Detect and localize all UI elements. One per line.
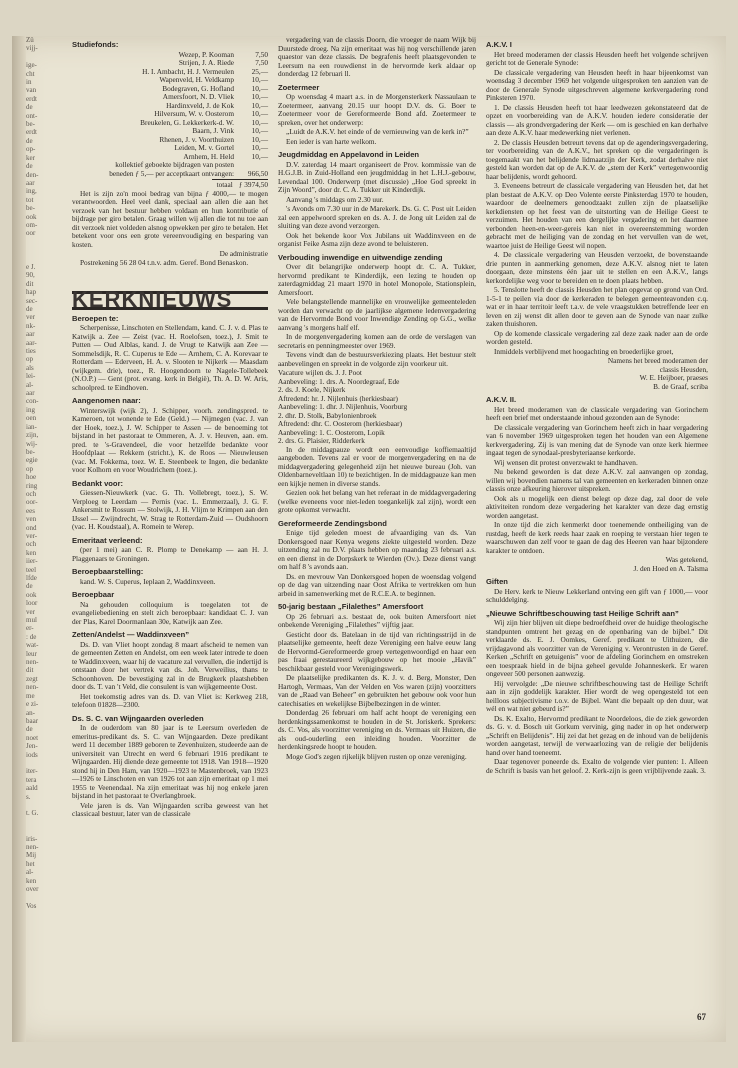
gutter-line: tera <box>26 775 37 784</box>
akv2-heading: A.K.V. II. <box>486 395 517 404</box>
gutter-line: iods <box>26 750 38 759</box>
jeugd-text-4: Ook het bekende koor Vox Jubilans uit Waddinxveen en de organist Feike Asma zijn deze avond te beluisteren. <box>278 230 476 248</box>
gutter-line: ken <box>26 876 37 885</box>
gutter-line: vijj- <box>26 44 38 53</box>
gutter-line: de <box>26 305 33 313</box>
column-2 <box>278 36 476 762</box>
emeritaat-text: (per 1 mei) aan C. R. Plomp te Denekamp — aan H. J. Plaggenaars te Groningen. <box>72 545 268 563</box>
gutter-line: noet <box>26 733 39 742</box>
donor-name: beneden ƒ 5,— per acceptkaart ontvangen: <box>109 168 234 178</box>
donor-list <box>84 51 268 179</box>
gutter-line: ring <box>26 481 38 490</box>
akv1-point-5: 5. Tenslotte heeft de classis Heusden het plan opgevat op grond van Ord. 1-5-1 te peilen via door de kerkeraden te belegen gemeenteavonden c.q. wat er in haar territoir leeft t.a.v. de vele vraagstukken betreffende leer en leven en zij wenst dit allen door te geven aan de Synode van naar zulke zaken thuishoren. <box>486 285 708 328</box>
donor-name: Baarn, J. Vink <box>192 126 234 135</box>
gutter-line: iris- <box>26 834 38 843</box>
gutter-line: om- <box>26 220 38 229</box>
gutter-line: leur <box>26 649 37 658</box>
beroepen-heading: Beroepen te: <box>72 313 119 323</box>
donor-name: Wezep, P. Kooman <box>178 49 234 59</box>
gutter-line <box>26 826 68 834</box>
gutter-line: ing <box>26 405 35 414</box>
filalethes-text-4: Donderdag 26 februari om half acht hoopt de vereniging een herdenkingssamenkomst te houden in de St. Joriskerk. Sprekers: ds. C. Vos, als voorzitter vereniging en ds. Vermaas uit Huizen, die als oud-ouderling een inleiding houden. Voorzitter de herdenkingsrede hoopt te houden. <box>278 708 476 751</box>
gutter-line: aar <box>26 330 35 339</box>
gutter-line <box>26 893 68 901</box>
zetten-text-2: Het toekomstig adres van ds. D. van Vliet is: Kerkweg 218, telefoon 01828—2300. <box>72 691 268 709</box>
donor-name: Breukelen, G. Lekkerkerk-d. W. <box>140 117 234 127</box>
akv1-heading: A.K.V. I <box>486 40 512 49</box>
verbouding-text-4: Tevens vindt dan de bestuursverkiezing plaats. Het bestuur stelt aanbevelingen en spreekt in de volgorde zijn voorkeur uit. <box>278 350 476 368</box>
gutter-line: ven <box>26 515 37 524</box>
total-label: totaal <box>216 180 233 189</box>
gutter-line: erdt <box>26 128 37 137</box>
gutter-line: e J. <box>26 262 36 271</box>
gutter-line: be- <box>26 447 35 456</box>
page-fold-shadow <box>12 36 26 1042</box>
donor-amount: 10,— <box>251 100 268 110</box>
jeugd-text-2: Aanvang 's middags om 2.30 uur. <box>286 194 384 204</box>
gutter-line: egie <box>26 456 38 465</box>
gutter-line: de <box>26 136 33 145</box>
donor-name: H. I. Ambacht, H. J. Vermeulen <box>142 66 234 76</box>
gutter-line: ver <box>26 313 35 322</box>
column-3 <box>486 36 708 776</box>
gutter-line: oen <box>26 414 37 423</box>
gutter-line: oor- <box>26 498 38 507</box>
akv2-text-4: Nu bekend geworden is dat deze A.K.V. zal aanvangen op zondag, willen wij bovendien namens tal van gemeenten en kerkeraden binnen onze classis onze afkeuring hierover uitspreken. <box>486 467 708 493</box>
gutter-line: op <box>26 355 33 364</box>
total-amount: ƒ 3974,50 <box>238 180 268 189</box>
filalethes-heading: 50-jarig bestaan „Filalethes” Amersfoort <box>278 602 424 611</box>
gutter-line <box>26 246 68 254</box>
donor-row <box>84 144 268 153</box>
gutter-line: ook <box>26 590 37 599</box>
verbouding-text-6: Gezien ook het belang van het referaat in de middagvergadering (welke eveneens voor niet-leden toegankelijk zal zijn), wordt een grote opkomst verwacht. <box>278 488 476 514</box>
emeritaat-heading: Emeritaat verleend: <box>72 535 143 545</box>
donor-name: Rhenen, J. v. Voorthuizen <box>159 134 234 144</box>
nieuwe-schrift-text: Wij zijn hier blijven uit diepe bedroefdheid over de huidige theologische standpunten omtrent het gezag en de openbaring van de bijbel.” Dit verklaarde ds. E. J. Oomkes, Geref. predikant te Uithuizen, die vrijdagavond als voorzitter van de Vereniging v. Verontrusten in de Geref. Kerken „Schrift en getuigenis” voor de afdeling Gorinchem en omstreken een toespraak hield in de bijna geheel gevulde Johanneskerk. Er waren ongeveer 500 personen aanwezig. <box>486 618 708 678</box>
gutter-line: sec- <box>26 296 38 305</box>
akv2-signature-1: Was getekend, <box>665 555 708 564</box>
gutter-line: de <box>26 103 33 112</box>
donor-row <box>84 119 268 128</box>
studiefonds-text: Het is zijn zo'n mooi bedrag van bijna ƒ 4000,— te mogen verantwoorden. Heel veel dank, speciaal aan allen die aan het verzoek van het bestuur hebben voldaan en hun kontributie of bijdrage per giro betalen. Graag willen wij allen die tot nu toe aan dit verzoek niet voldeden alsnog opwekken per giro te betalen. Het betekent voor ons een grote vereenvoudiging en besparing van kosten. <box>72 188 268 249</box>
gutter-line: ing, <box>26 187 37 196</box>
filalethes-text-3: De plaatselijke predikanten ds. K. J. v. d. Berg, Monster, Den Hartogh, Vermaas, Van der Velden en Vos waren (zijn) voorzitters van de „Raad van Beheer” en gebruikten het gebouw ook voor hun catechisaties en wekelijkse Bijbelbezingen in de winter. <box>278 673 476 708</box>
gutter-line: iier- <box>26 557 38 566</box>
aanbeveling-line: Aanbeveling: 1. drs. A. Noordegraaf, Ede <box>278 376 400 386</box>
donor-amount: 10,— <box>251 126 268 135</box>
gutter-line: mul <box>26 616 37 625</box>
verbouding-heading: Verbouding inwendige en uitwendige zending <box>278 252 443 262</box>
gutter-line: hoe <box>26 473 37 482</box>
filalethes-text-2: Gesticht door ds. Batelaan in de tijd van richtingsstrijd in de plaatselijke gemeente, heeft deze Vereniging een halve eeuw lang de Hervormd-Gereformeerde groep vertegenwoordigd en haar een pas fraai gerestaureerd wijkgebouw op het mooie „Havik” beschikbaar gesteld voor Verenigingswerk. <box>278 629 476 673</box>
aanbeveling-line: 2. dhr. D. Stolk, Babylonienbroek <box>278 410 377 420</box>
jeugd-text-3: 's Avonds om 7.30 uur in de Marekerk. Ds. G. C. Post uit Leiden zal een appelwoord spreken en ds. A. J. de Jong uit Leiden zal de sluiting van deze avond verzorgen. <box>278 204 476 230</box>
donor-amount: 10,— <box>251 109 268 118</box>
nieuwe-schrift-text-3: Ds. K. Exalto, Hervormd predikant te Noordeloos, die de ziek geworden ds. G. v. d. Bosch uit Gorkum vervinig, ging nader in op het onderwerp „Schrift en Belijdenis”. Hij zei dat het gezag en de inhoud van de belijdenis worden aangetast, terwijl de verwaarlozing van de religie der belijdenis hand over hand toeneemt. <box>486 713 708 757</box>
donor-amount: 10,— <box>251 151 268 161</box>
verbouding-text-2: Vele belangstellende mannelijke en vrouwelijke gemeenteleden worden dan verwacht op de jaarlijkse algemene ledenvergadering van de Hervormde Bond voor Inwendige Zending op G.G., welke aanvang 's morgens half elf. <box>278 297 476 332</box>
gutter-line: ond <box>26 523 37 532</box>
beroepbaar-heading: Beroepbaar <box>72 590 115 599</box>
bedankt-heading: Bedankt voor: <box>72 478 124 488</box>
donor-amount: 10,— <box>251 75 268 84</box>
gutter-line: Zü <box>26 36 34 44</box>
gutter-line: be- <box>26 120 35 129</box>
aangenomen-text: Winterswijk (wijk 2), J. Schipper, voorh. zendingspred. te Kameroen, tot wonende te Ede (Geld.) — Nijmegen (vac. J. van der Hoek, toez.), J. W. Schipper te Assen — de benoeming tot bijstand in het pastoraat te Ommeren, A. J. v. Heuven, aan. em. pred. te 's-Gravendeel, die voor hetzelfde bedankte voor Hoofdplaat — Rekkem (stricht.), K. de Roos — Nieuwleusen (vac. M. Fokkema, toez. W. E. Steenbeek te Ingen, die bedankte voor Kolhorn en voor Woudrichem (toez.). <box>72 405 268 474</box>
gutter-line: aald <box>26 784 38 793</box>
gutter-line <box>26 53 68 61</box>
gutter-line: als <box>26 363 34 372</box>
gutter-line: zijn, <box>26 431 39 440</box>
gutter-line: wij- <box>26 439 38 448</box>
aanbeveling-line: Aftredend: dhr. C. Oosterom (herkiesbaar) <box>278 419 403 428</box>
aangenomen-heading: Aangenomen naar: <box>72 396 141 405</box>
magazine-page <box>12 36 726 1042</box>
akv1-signature-3: W. E. Heijboer, praeses <box>639 373 708 382</box>
akv2-text-6: In onze tijd die zich kenmerkt door toenemende ontheiliging van de rustdag, heeft de kerk reeds haar zaak en roeping te verstaan hier tegen te waarschuwen dan zelf voor te gaan de dag des Heeren van haar bijzondere karakter te ontdoen. <box>486 520 708 555</box>
gutter-line: nen- <box>26 843 39 851</box>
gutter-line: ian- <box>26 422 37 431</box>
gutter-line: in <box>26 78 32 87</box>
akv2-text-5: Ook als u mogelijk een dienst belegt op deze dag, zal door de vele aktiviteiten rondom deze vergadering het karakter van deze dag ernstig worden aangetast. <box>486 493 708 520</box>
donor-amount: 7,50 <box>255 58 268 67</box>
gutter-line: de <box>26 582 33 591</box>
vacature-line: Vacature wijlen ds. J. J. Poot <box>278 368 362 377</box>
zetten-text: Ds. D. van Vliet hoopt zondag 8 maart afscheid te nemen van de gemeenten Zetten en Andelst, om een week later intrede te doen te Waddinxveen, waar hij de vacature zal vervullen, die indertijd is ontstaan door het vertrek van ds. Joh. Verweilius, thans te Schoonhoven. De bevestiging zal in de Brugkerk plaatshebben door ds. T. van 't Veld, die consulent is van wijkgemeente Oost. <box>72 639 268 691</box>
beroepbaar-text: Na gehouden colloquium is toegelaten tot de evangeliebediening en stelt zich beroepbaar: kandidaat C. J. van der Plas, Karel Doormanlaan 30e, Katwijk aan Zee. <box>72 599 268 626</box>
studiefonds-signature: De administratie <box>219 249 268 258</box>
jeugd-text: D.V. zaterdag 14 maart organiseert de Prov. kommissie van de H.G.J.B. in Zuid-Holland een jeugdmiddag in het L.H.J.-gebouw, Levendaal 100. Onderwerp (met discussie) „Hoe God spreekt in Zijn Woord”, door dr. C. A. Tukker uit Kinderdijk. <box>278 159 476 194</box>
donor-amount: 966,50 <box>247 168 268 178</box>
overleden-text-2: Vele jaren is ds. Van Wijngaarden scriba geweest van het classicaal bestuur, later van de classicale <box>72 800 268 818</box>
beroepen-text: Scherpenisse, Linschoten en Stellendam, kand. C. J. v. d. Plas te Katwijk a. Zee — Zeist (vac. H. Roelofsen, toez.), J. Smit te Putten — Oud Alblas, kand. J. de Vrugt te Katwijk aan Zee — Sommelsdijk, R. C. Cuperus te Ede — Arnhem, C. A. Korevaar te Rotterdam — Ederveen, H. A. v. Slooten te Nijkerk — Maasdam (wijkgem. drie), toez., R. Hoogendoorn te Nagele-Tollebeek (N.O.P.) — Gent (prot. evang. kerk in België), Th. A. D. W. Aris, schoolpred. te Eindhoven. <box>72 323 268 392</box>
gutter-line: van <box>26 86 37 95</box>
gutter-line: de <box>26 162 33 171</box>
donor-amount: 10,— <box>251 143 268 152</box>
zoetermeer-end: Een ieder is van harte welkom. <box>286 136 377 146</box>
gutter-line: aar- <box>26 338 37 347</box>
gutter-line: er- <box>26 624 34 633</box>
gutter-line <box>26 238 68 246</box>
donor-amount: 10,— <box>251 134 268 144</box>
gutter-line: lei- <box>26 372 36 381</box>
giften-text: De Herv. kerk te Nieuw Lekkerland ontving een gift van ƒ 1000,— voor schulddelging. <box>486 586 708 604</box>
gutter-line: ver <box>26 607 35 616</box>
zoetermeer-text: Op woensdag 4 maart a.s. in de Morgensterkerk Nassaulaan te Zoetermeer, aanvang 20.15 uur hoopt D.V. ds. G. Boer te Zoetermeer voor de Gereformeerde Bond afd. Zoetermeer te spreken, over het onderwerp: <box>278 92 476 127</box>
gutter-line: ver- <box>26 531 38 540</box>
gutter-line: tot <box>26 195 34 204</box>
gutter-line: lfde <box>26 574 37 582</box>
gutter-line: ook <box>26 212 37 221</box>
zendingsbond-heading: Gereformeerde Zendingsbond <box>278 518 387 528</box>
gutter-line <box>26 255 68 263</box>
gutter-line: het <box>26 859 35 868</box>
akv2-text-3: Wij wensen dit protest onverzwakt te handhaven. <box>494 457 638 467</box>
akv1-point-7: Inmiddels verblijvend met hoogachting en broederlijke groet, <box>494 346 674 356</box>
zendingsbond-text-2: Ds. en mevrouw Van Donkersgoed hopen de woensdag volgend op de dag van uitzending naar Oost Afrika te vertrekken om hun arbeid in samenwerking met de R.C.E.A. te beginnen. <box>278 571 476 598</box>
gutter-line: wat- <box>26 641 39 650</box>
gutter-line: nen- <box>26 658 39 667</box>
donor-name: kollektief geboekte bijdragen van posten <box>115 160 234 169</box>
gutter-line <box>26 818 68 826</box>
gutter-line: baar <box>26 716 39 725</box>
gutter-line: op- <box>26 145 36 154</box>
aanbeveling-line: Aanbeveling: 1. C. Oosterom, Lopik <box>278 427 385 437</box>
gutter-line: op <box>26 464 33 473</box>
akv1-text-2: De classicale vergadering van Heusden heeft in haar bijeenkomst van woensdag 3 december 1969 het volgende uitgesproken ten aanzien van de door de Generale Synode uitgeschreven algemene kerkvergadering rond Pinksteren 1970. <box>486 67 708 102</box>
gutter-line: teel <box>26 565 37 574</box>
continued-text: vergadering van de classis Doorn, die vroeger de naam Wijk bij Duurstede droeg. Na zijn emeritaat was hij nog verschillende jaren quaestor van deze classis. De begrafenis heeft plaatsgevonden te Leersum na een rouwdienst in de hervormde kerk aldaar op donderdag 12 februari ll. <box>278 35 476 78</box>
gutter-line: an- <box>26 708 35 717</box>
aanbeveling-line: Aanbeveling: 1. dhr. J. Nijlenhuis, Voorburg <box>278 402 408 411</box>
akv1-signature-2: classis Heusden, <box>659 364 708 374</box>
donor-amount: 10,— <box>251 117 268 127</box>
postrekening: Postrekening 56 28 04 t.n.v. adm. Geref. Bond Benaskon. <box>80 257 249 267</box>
gutter-line: : de <box>26 632 37 641</box>
donor-name: Hardinxveld, J. de Kok <box>166 100 234 110</box>
gutter-line: ken <box>26 548 37 557</box>
gutter-line: con- <box>26 397 39 406</box>
gutter-line: och <box>26 489 37 498</box>
donor-name: Bodegraven, G. Hofland <box>162 83 234 93</box>
gutter-line: ont- <box>26 111 38 120</box>
gutter-line <box>26 759 68 767</box>
gutter-line: ige- <box>26 61 37 70</box>
gutter-line: ties <box>26 347 36 356</box>
akv1-text: Het breed moderamen der classis Heusden heeft het volgende schrijven gericht tot de Generale Synode: <box>486 49 708 67</box>
verbouding-text-3: In de morgenvergadering komen aan de orde de verslagen van secretaris en penningmeester over 1969. <box>278 332 476 350</box>
gutter-line: nen- <box>26 683 39 692</box>
gutter-line: cht <box>26 69 35 78</box>
overleden-heading: Ds. S. C. van Wijngaarden overleden <box>72 713 204 723</box>
gutter-line: over <box>26 885 39 894</box>
gutter-line: t. G. <box>26 809 39 818</box>
gutter-line: nk- <box>26 321 36 330</box>
gutter-line: al- <box>26 380 34 389</box>
donor-amount: 10,— <box>251 83 268 93</box>
donor-amount: 10,— <box>251 92 268 101</box>
donor-name: Amersfoort, N. D. Vliek <box>162 92 234 101</box>
overleden-text: In de ouderdom van 80 jaar is te Leersum overleden de emeritus-predikant ds. S. C. van Wijngaarden. Deze predikant werd 11 december 1889 geboren te Zevenhuizen, studeerde aan de universiteit van Utrecht en werd 6 februari 1916 predikant te Wijngaarden. Hij diende deze gemeente tot 1918. Van 1918—1920 stond hij in Den Ham, van 1920—1923 te Mastenbroek, van 1923—1926 te Linschoten en van 1926 tot aan zijn emeritaat op 1 mei 1955 te Veenendaal. Na zijn emeritaat was hij nog enkele jaren bijstand in het pastoraat te Overlangbroek. <box>72 723 268 800</box>
gutter-line: zegt <box>26 674 38 683</box>
akv1-point-1: 1. De classis Heusden heeft tot haar leedwezen gekonstateerd dat de opzet en voorbereiding van de A.K.V. houden iedere consideratie der classis — als grondvergadering der Kerk — om is geschied en kan derhalve aan deze A.K.V. haar medewerking niet verlenen. <box>486 102 708 137</box>
akv1-point-4: 4. De classicale vergadering van Heusden verzoekt, de bovenstaande drie punten in aanmerking genomen, deze A.K.V. alsnog niet te laten doorgaan, deze minstens één jaar uit te stellen en een A.K.V., langs kerkordelijke weg voor te bereiden en te doen plaats hebben. <box>486 250 708 285</box>
filalethes-text-5: Moge God's zegen rijkelijk blijven rusten op onze vereniging. <box>286 751 467 761</box>
verbouding-text-5: In de middagpauze wordt een eenvoudige koffiemaaltijd aangeboden. Tevens zal er voor de morgenvergadering en na de middagvergadering gelegenheid zijn het nieuwe bureau (Joh. van Oldenbarneveltlaan 10) te bezichtigen. In de middagpauze kan men een kijkje nemen in diverse stands. <box>278 444 476 488</box>
gutter-line: oor <box>26 229 36 238</box>
gutter-line: me <box>26 691 35 700</box>
akv1-point-2: 2. De classis Heusden betreurt tevens dat op de agenderingsvergadering, ter voorbereiding van de A.K.V., het spreken op die vergaderingen is toegemaakt van het belijdende lidmaatzijn der Kerk, zodat derhalve niet gesteld kan worden dat op de A.K.V. de „stem der Kerk” vertegenwoordig haar belijdenis, wordt gehoord. <box>486 137 708 181</box>
gutter-line: Mij <box>26 851 37 860</box>
donor-name: Strijen, J. A. Riede <box>178 58 234 67</box>
donor-amount: 7,50 <box>255 49 268 59</box>
aanbeveling-line: 2. ds. J. Koele, Nijkerk <box>278 385 346 394</box>
gutter-line: al- <box>26 868 34 877</box>
aanbeveling-line: Aftredend: hr. J. Nijlenhuis (herkiesbaar) <box>278 393 398 403</box>
gutter-line: och <box>26 540 37 549</box>
akv1-signature-1: Namens het breed moderamen der <box>607 356 708 365</box>
donor-name: Leiden, M. v. Gortel <box>174 143 234 152</box>
akv1-point-3: 3. Eveneens betreurt de classicale vergadering van Heusden het, dat het plan bestaat de A.K.V. op Deo Volente eerste Pinksterdag 1970 te houden, waardoor de deelnemers genoodzaakt zullen zijn de plaatselijke kerkdiensten op het feest van de uitstorting van de Heilige Geest te verzuimen. Het houden van een dergelijke vergadering en het daarmee verbonden heen-en-weer-gereis kan niet in overeenstemming worden gebracht met de heiliging van de zondag en het vervullen van de wet, waartoe juist de Heilige Geest wil nopen. <box>486 181 708 250</box>
gutter-line: loor <box>26 599 38 608</box>
gutter-line <box>26 801 68 809</box>
donor-row <box>84 170 268 179</box>
studiefonds-heading: Studiefonds: <box>72 40 119 49</box>
kerknieuws-title: KERKNIEUWS <box>72 291 268 310</box>
gutter-line: 90, <box>26 271 35 280</box>
zetten-heading: Zetten/Andelst — Waddinxveen” <box>72 630 190 639</box>
zendingsbond-text: Enige tijd geleden moest de afvaardiging van ds. Van Donkersgoed naar Kenya wegens ziekte uitgesteld worden. Deze uitzending zal nu D.V. plaats hebben op maandag 23 februari a.s. en een dienst in de Dorpskerk te Wierden (Ov.). Deze dienst vangt om half 8 's avonds aan. <box>278 528 476 571</box>
donor-row <box>84 51 268 60</box>
gutter-line: ker <box>26 153 35 162</box>
nieuwe-schrift-text-2: Hij vervolgde: „De nieuwe schriftbeschouwing tast de Heilige Schrift aan in zijn goddelijk karakter. Hier wordt de weg opengesteld tot een heilloos subjectivisme t.o.v. de Bijbel. Want die bepaalt op den duur, wat wél en wat niet gebeurd is?” <box>486 678 708 713</box>
akv2-text: Het breed moderamen van de classicale vergadering van Gorinchem heeft een brief met onderstaande inhoud gezonden aan de Synode: <box>486 404 708 422</box>
gutter-line: e zi- <box>26 700 39 709</box>
zoetermeer-quote: „Luidt de A.K.V. het einde of de vernieuwing van de kerk in?” <box>286 127 469 136</box>
donor-name: Arnhem, H. Held <box>183 151 234 161</box>
aanbeveling-line: 2. drs. G. Plaisier, Ridderkerk <box>278 436 365 445</box>
gutter-line: den- <box>26 170 39 179</box>
aanbeveling-list <box>278 378 476 446</box>
donor-name: Hilversum, W. v. Oosterom <box>154 109 234 118</box>
beroepbaarstelling-text: kand. W. S. Cuperus, Ieplaan 2, Waddinxveen. <box>80 576 216 586</box>
akv2-signature-2: J. den Hoed en A. Talsma <box>633 563 708 573</box>
zoetermeer-heading: Zoetermeer <box>278 82 320 92</box>
donor-name: Wapenveld, H. Veldkamp <box>159 75 234 84</box>
gutter-line: hap <box>26 288 37 297</box>
gutter-line: dit <box>26 279 34 288</box>
nieuwe-schrift-heading: „Nieuwe Schriftbeschouwing tast Heilige Schrift aan” <box>486 608 679 618</box>
akv2-text-2: De classicale vergadering van Gorinchem heeft zich in haar vergadering van 6 november 1969 uitgesproken tegen het houden van een Algemene kerkvergadering. Zij is van mening dat de Synode van onze kerk hiermee ingaat tegen de synodaal-presbyteriaanse kerkorde. <box>486 422 708 457</box>
beroepbaarstelling-heading: Beroepbaarstelling: <box>72 567 144 576</box>
akv1-signature-4: B. de Graaf, scriba <box>653 381 708 391</box>
nieuwe-schrift-text-4: Daar tegenover poneerde ds. Exalto de volgende vier punten: 1. Alleen de Schrift is basis van het geloof. 2. Kerk-zijn is geen vrijblijvende zaak. 3. <box>486 757 708 775</box>
gutter-line: aar <box>26 389 35 398</box>
gutter-line: dit <box>26 666 34 675</box>
akv1-point-6: Op de komende classicale vergadering zal deze zaak nader aan de orde worden gesteld. <box>486 328 708 346</box>
gutter-line: Jen- <box>26 742 38 751</box>
page-number: 67 <box>697 1012 706 1022</box>
previous-page-gutter <box>26 36 68 1042</box>
gutter-line: aar <box>26 178 35 187</box>
filalethes-text: Op 26 februari a.s. bestaat de, ook buiten Amersfoort niet onbekende Vereniging „Filalethes” vijftig jaar. <box>278 611 476 629</box>
verbouding-text: Over dit belangrijke onderwerp hoopt dr. C. A. Tukker, hervormd predikant te Kinderdijk, een lezing te houden op zaterdagmiddag 21 maart 1970 in hotel Monopole, Stationsplein, Amersfoort. <box>278 262 476 297</box>
gutter-line: erdt <box>26 94 37 103</box>
gutter-line: de <box>26 725 33 734</box>
jeugd-heading: Jeugdmiddag en Appelavond in Leiden <box>278 150 420 159</box>
gutter-line: iter- <box>26 767 38 776</box>
gutter-line: Vos <box>26 901 37 910</box>
column-1 <box>72 36 268 820</box>
donor-amount: 25,— <box>251 66 268 76</box>
gutter-line: be- <box>26 204 35 213</box>
gutter-line: s. <box>26 792 31 801</box>
bedankt-text: Giessen-Nieuwkerk (vac. G. Th. Vollebregt, toez.), S. W. Verploeg te Leerdam — Pernis (vac. L. Emmerzaal), J. G. F. Ankersmit te Rossum — Stolwijk, J. H. Vlijm te Krimpen aan den IJssel — Zwijndrecht, W. Strag te Rotterdam-Zuid — Oudshoorn (vac. H. Koudstaal), A. Romein te Werep. <box>72 488 268 531</box>
gutter-line: ees <box>26 506 35 515</box>
giften-heading: Giften <box>486 577 508 586</box>
